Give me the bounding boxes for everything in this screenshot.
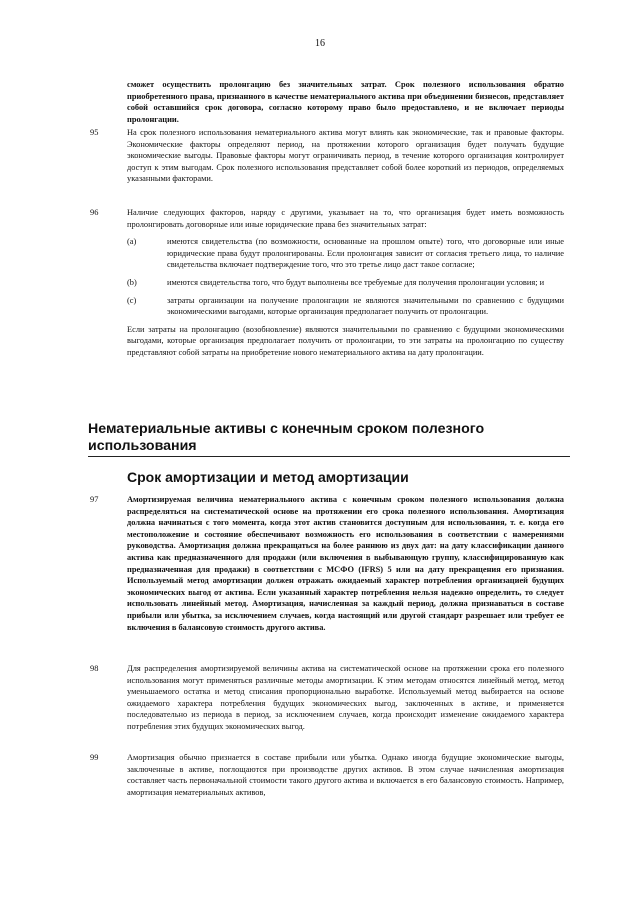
- paragraph-text: На срок полезного использования нематериального актива могут влиять как экономические, так и правовые факторы. Экономические факторы определяют период, на протяжении которого организация будет получать будущие экономические выгоды. Правовые факторы могут ограничивать период, в течение которого организация контролирует доступ к этим выгодам. Срок полезного использования представляет собой более короткий из периодов, определяемых указанными факторами.: [127, 128, 564, 184]
- list-item: [127, 277, 564, 289]
- paragraph-text: Амортизируемая величина нематериального актива с конечным сроком полезного использования должна распределяться на систематической основе на протяжении его срока полезного использования. Амортизация должна начинаться с того момента, когда этот актив становится доступным для использования, т. е. когда его местоположение и состояние обеспечивают возможность его использования в соответствии с намерениями руководства. Амортизация должна прекращаться на более раннюю из двух дат: на дату классификации данного актива как предназначенного для продажи (или включения в выбывающую группу, классифицированную как предназначенная для продажи) в соответствии с МСФО (IFRS) 5 или на дату прекращения его признания. Используемый метод амортизации должен отражать ожидаемый характер потребления организацией будущих экономических выгод от актива. Если указанный характер потребления нельзя надежно определить, то следует использовать линейный метод. Амортизация, начисленная за каждый период, должна признаваться в составе прибыли или убытка, за исключением случаев, когда настоящий или другой стандарт разрешает или требует ее включения в балансовую стоимость другого актива.: [127, 495, 564, 632]
- paragraph-number: 95: [90, 128, 99, 137]
- paragraph-content: [127, 207, 564, 359]
- intro-paragraph: сможет осуществить пролонгацию без значительных затрат. Срок полезного использования обратно приобретенного права, признанного в качестве нематериального актива при объединении бизнесов, представляет собой оставшийся срок договора, согласно которому право было предоставлено, и не включает периоды пролонгации.: [127, 80, 564, 124]
- paragraph-number: 99: [90, 753, 99, 762]
- factor-list: [127, 236, 564, 318]
- paragraph-number: 98: [90, 664, 99, 673]
- paragraph-text: Наличие следующих факторов, наряду с другими, указывает на то, что организация будет иметь возможность пролонгировать договорные или иные юридические права без значительных затрат:: [127, 208, 564, 229]
- paragraph-96: [90, 207, 564, 359]
- subsection-heading: Срок амортизации и метод амортизации: [127, 469, 409, 485]
- paragraph-closing-text: Если затраты на пролонгацию (возобновление) являются значительными по сравнению с будущими экономическими выгодами, которые организация предполагает получить от пролонгации, то эти затраты на пролонгацию по существу представляют собой затраты на приобретение нового нематериального актива на дату пролонгации.: [127, 324, 564, 357]
- paragraph-95: [90, 127, 564, 185]
- page-number: 16: [315, 38, 325, 49]
- list-item-text: затраты организации на получение пролонгации не являются значительными по сравнению с будущими экономическими выгодами, которые организация предполагает получить от пролонгации.: [167, 295, 564, 317]
- paragraph-99: [90, 752, 564, 798]
- list-item: [127, 295, 564, 318]
- list-item-label: (b): [127, 277, 137, 287]
- list-item-text: имеются свидетельства того, что будут выполнены все требуемые для получения пролонгации условия; и: [167, 277, 545, 287]
- list-item-label: (a): [127, 237, 137, 247]
- list-item: [127, 236, 564, 271]
- paragraph-97: [90, 494, 564, 633]
- list-item-text: имеются свидетельства (по возможности, основанные на прошлом опыте) того, что договорные или иные юридические права будут пролонгированы. Если пролонгация зависит от согласия третьего лица, то наличие свидетельства включает подтверждение того, что это третье лицо даст такое согласие;: [167, 237, 564, 270]
- paragraph-number: 97: [90, 495, 99, 504]
- paragraph-98: [90, 663, 564, 733]
- section-heading: Нематериальные активы с конечным сроком полезного использования: [88, 421, 570, 457]
- paragraph-text: Для распределения амортизируемой величины актива на систематической основе на протяжении срока его полезного использования могут применяться различные методы амортизации. К этим методам относятся линейный метод, метод уменьшаемого остатка и метод списания пропорционально выработке. Используемый метод выбирается на основе ожидаемого характера потребления будущих экономических выгод, заключенных в активе, и применяется последовательно из периода в период, за исключением случаев, когда происходит изменение ожидаемого характера потребления этих будущих экономических выгод.: [127, 664, 564, 731]
- paragraph-number: 96: [90, 208, 99, 217]
- paragraph-text: Амортизация обычно признается в составе прибыли или убытка. Однако иногда будущие экономические выгоды, заключенные в активе, поглощаются при производстве других активов. В этом случае начисленная амортизация составляет часть первоначальной стоимости такого другого актива и включается в его балансовую стоимость. Например, амортизация нематериальных активов,: [127, 753, 564, 797]
- list-item-label: (c): [127, 295, 137, 305]
